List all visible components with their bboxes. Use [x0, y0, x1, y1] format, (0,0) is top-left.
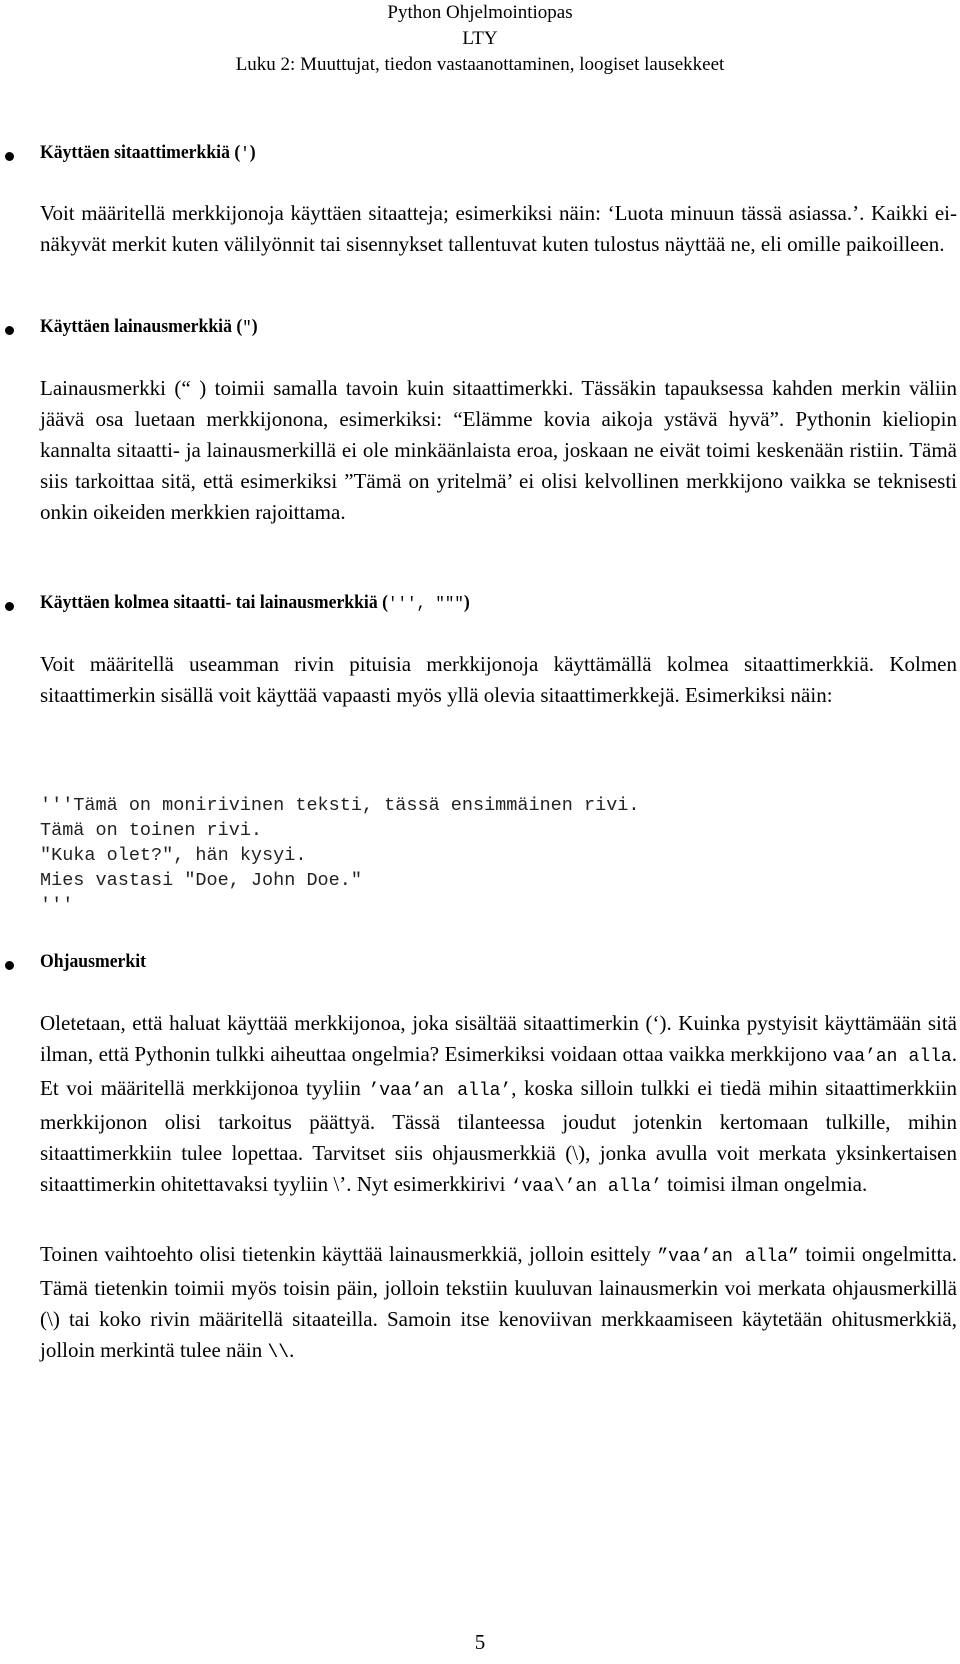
escape-paragraph-2: [40, 1239, 957, 1369]
text-run: toimisi ilman ongelmia.: [661, 1172, 868, 1196]
header-chapter-title: Luku 2: Muuttujat, tiedon vastaanottaminen, loogiset lausekkeet: [235, 54, 725, 75]
header-institution: LTY: [462, 28, 498, 49]
bullet-icon: [5, 326, 14, 335]
section-heading-double-quote: [40, 316, 258, 338]
heading-text: Käyttäen sitaattimerkkiä (: [40, 142, 241, 163]
inline-code: vaa’an alla: [832, 1047, 952, 1067]
section-heading-triple-quote: [40, 592, 470, 614]
text-run: toimii ongelmitta. Tämä tietenkin toimii myös toisin päin, jolloin tekstiin kuuluvan lainausmerkin voi merkata ohjausmerkillä (\) tai koko rivin määritellä sitaateilla. Samoin itse kenoviivan merkkaamiseen käytetään ohitusmerkkiä, jolloin merkintä tulee näin: [40, 1242, 957, 1362]
heading-close: ): [249, 142, 256, 163]
code-example: '''Tämä on monirivinen teksti, tässä ensimmäinen rivi. Tämä on toinen rivi. "Kuka olet?", hän kysyi. Mies vastasi "Doe, John Doe." ''': [40, 795, 640, 916]
section-body-single-quote: Voit määritellä merkkijonoja käyttäen sitaatteja; esimerkiksi näin: ‘Luota minuun tässä asiassa.’. Kaikki ei-näkyvät merkit kuten välilyönnit tai sisennykset tallentuvat kuten tulostus näyttää ne, eli omille paikoilleen.: [40, 201, 957, 256]
bullet-icon: [5, 961, 14, 970]
heading-close: ): [251, 316, 258, 337]
page-header: [0, 0, 960, 78]
text-run: . Et voi määritellä merkkijonoa tyyliin: [40, 1042, 957, 1100]
heading-code: ": [242, 319, 252, 338]
escape-paragraph-1: [40, 1008, 957, 1203]
header-course-title: Python Ohjelmointiopas: [387, 2, 573, 23]
heading-text: Käyttäen lainausmerkkiä (: [40, 316, 243, 337]
text-run: Oletetaan, että haluat käyttää merkkijonoa, joka sisältää sitaattimerkin (‘). Kuinka pystyisit käyttämään sitä ilman, että Pythonin tulkki aiheuttaa ongelmia? Esimerkiksi voidaan ottaa vaikka merkkijono: [40, 1011, 957, 1066]
text-run: Toinen vaihtoehto olisi tietenkin käyttää lainausmerkkiä, jolloin esittely: [40, 1242, 658, 1266]
inline-code: \\: [267, 1343, 290, 1363]
section-body-escape-chars: [40, 1008, 957, 1369]
section-heading-escape-chars: Ohjausmerkit: [40, 951, 147, 972]
inline-code: ’vaa’an alla’: [368, 1081, 512, 1101]
text-run: , koska silloin tulkki ei tiedä mihin sitaattimerkkiin merkkijonon olisi tarkoitus päättyä. Tässä tilanteessa joudut jotenkin kertomaan tulkille, mihin sitaattimerkkiin tulee lopettaa. Tarvitset siis ohjausmerkkiä (\), jonka avulla voit merkata yksinkertaisen sitaattimerkin ohitettavaksi tyyliin \’. Nyt esimerkkirivi: [40, 1076, 957, 1196]
bullet-icon: [5, 152, 14, 161]
section-heading-single-quote: [40, 142, 256, 164]
heading-text: Käyttäen kolmea sitaatti- tai lainausmerkkiä (: [40, 592, 388, 613]
bullet-icon: [5, 602, 14, 611]
inline-code: ”vaa’an alla”: [657, 1247, 799, 1267]
heading-code: ': [240, 145, 250, 164]
inline-code: ‘vaa\’an alla’: [510, 1177, 662, 1197]
heading-close: ): [463, 592, 470, 613]
page-number: 5: [474, 1630, 486, 1654]
section-body-double-quote: Lainausmerkki (“ ) toimii samalla tavoin kuin sitaattimerkki. Tässäkin tapauksessa kahden merkin väliin jäävä osa luetaan merkkijonona, esimerkiksi: “Elämme kovia aikoja ystävä hyvä”. Pythonin kieliopin kannalta sitaatti- ja lainausmerkillä ei ole minkäänlaista eroa, joskaan ne eivät toimi keskenään ristiin. Tämä siis tarkoittaa sitä, että esimerkiksi ”Tämä on yritelmä’ ei olisi kelvollinen merkkijono vaikka se teknisesti onkin oikeiden merkkien rajoittama.: [40, 376, 957, 524]
section-body-triple-quote: Voit määritellä useamman rivin pituisia merkkijonoja käyttämällä kolmea sitaattimerkkiä. Kolmen sitaattimerkin sisällä voit käyttää vapaasti myös yllä olevia sitaattimerkkejä. Esimerkiksi näin:: [40, 652, 957, 707]
heading-code: ''', """: [387, 595, 464, 614]
text-run: .: [289, 1338, 295, 1362]
